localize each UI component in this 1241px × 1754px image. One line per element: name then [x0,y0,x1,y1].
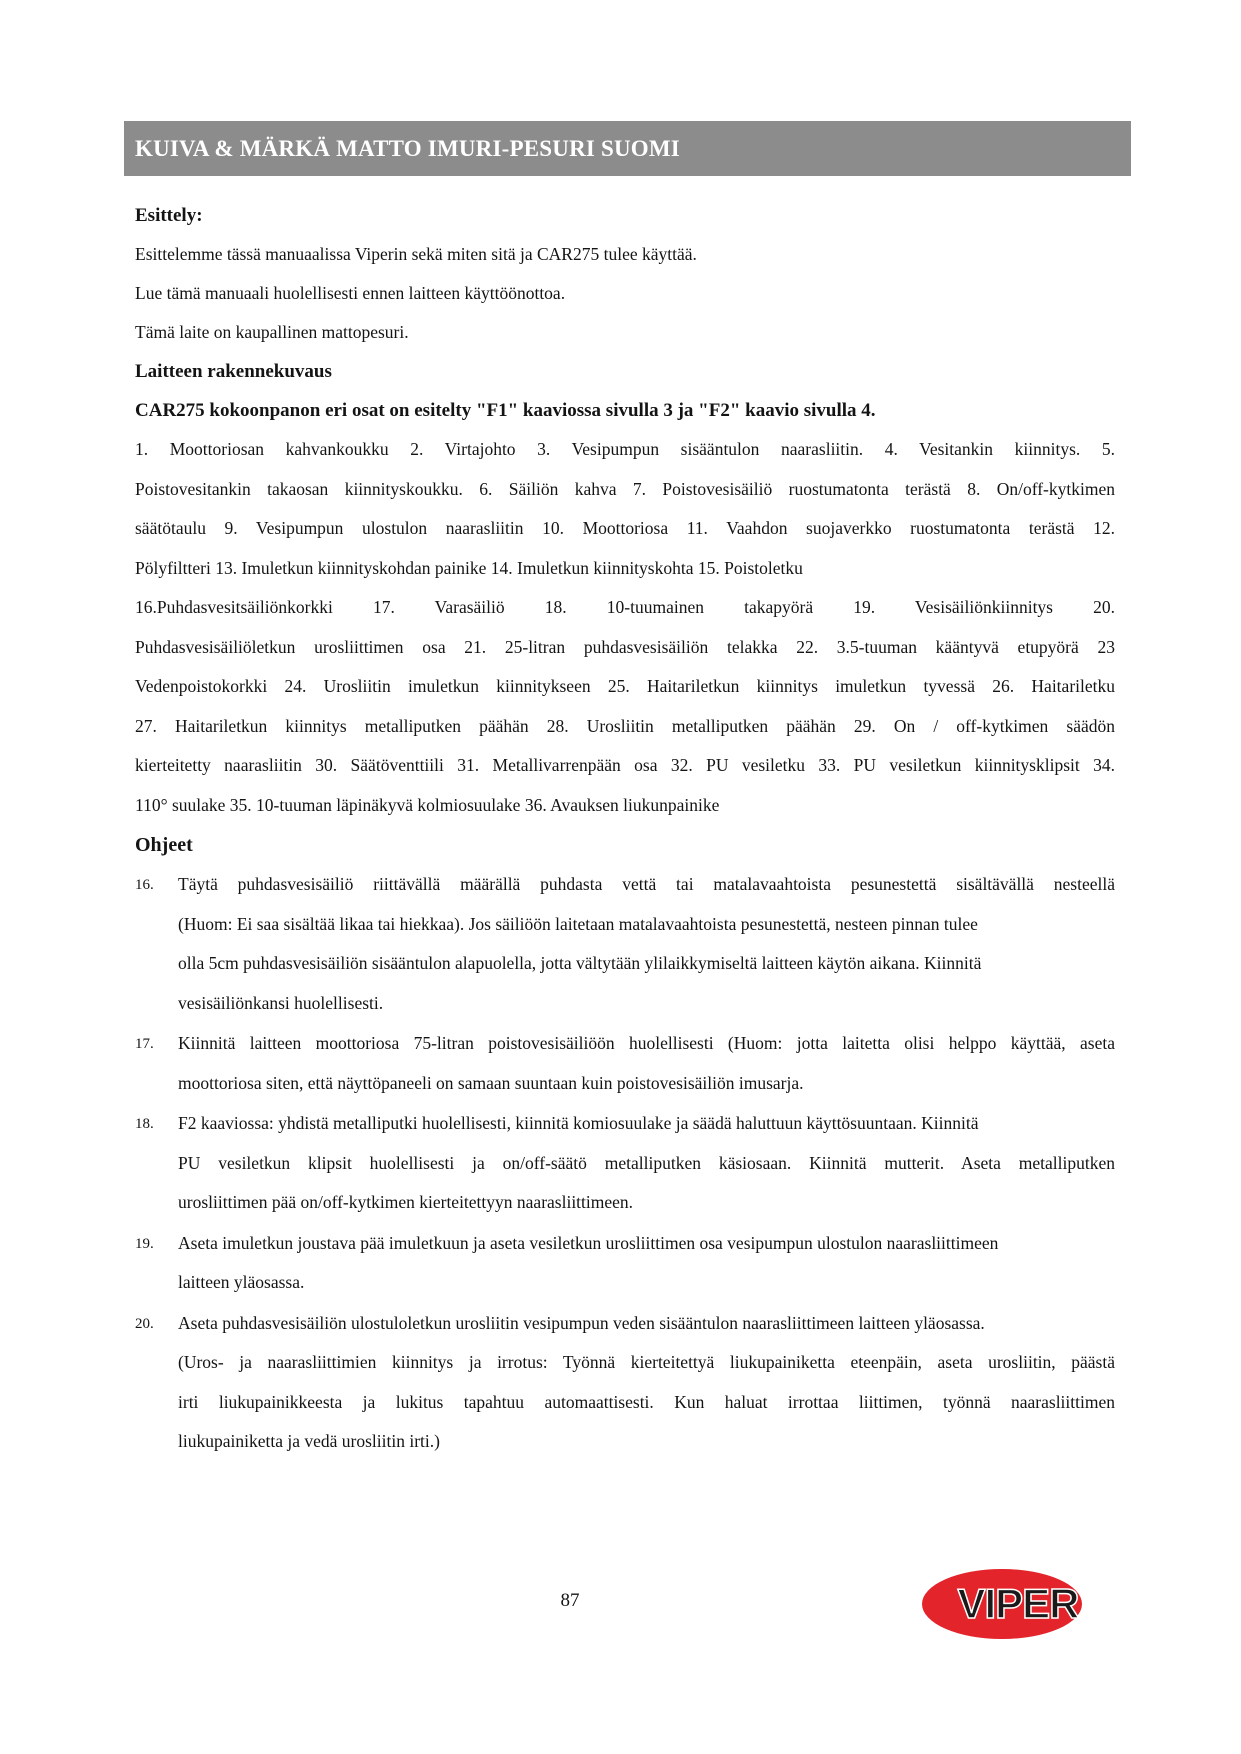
parts-line: 1. Moottoriosan kahvankoukku 2. Virtajohto 3. Vesipumpun sisääntulon naarasliitin. 4. Vesitankin kiinnitys. 5. [135,439,1115,459]
instruction-line: (Uros- ja naarasliittimien kiinnitys ja irrotus: Työnnä kierteitettyä liukupainiketta eteenpäin, aseta urosliitin, päästä [178,1352,1115,1372]
intro-line: Tämä laite on kaupallinen mattopesuri. [135,322,409,342]
instruction-line: F2 kaaviossa: yhdistä metalliputki huolellisesti, kiinnitä komiosuulake ja säädä haluttuun käyttösuuntaan. Kiinnitä [178,1113,979,1133]
instruction-line: Aseta puhdasvesisäiliön ulostuloletkun urosliitin vesipumpun veden sisääntulon naarasliittimeen laitteen yläosassa. [178,1312,985,1333]
parts-line: Vedenpoistokorkki 24. Urosliitin imuletkun kiinnitykseen 25. Haitariletkun kiinnitys imuletkun tyvessä 26. Haitariletku [135,676,1115,696]
instructions-list [135,865,1115,1462]
instruction-number: 20. [135,1315,154,1332]
viper-logo [920,1566,1110,1642]
instruction-item [135,865,1115,1023]
instruction-line: Aseta imuletkun joustava pää imuletkuun ja aseta vesiletkun urosliittimen osa vesipumpun ulostulon naarasliittimeen [178,1232,999,1253]
structure-heading: Laitteen rakennekuvaus [135,361,332,382]
instruction-number: 19. [135,1235,154,1252]
instruction-line: urosliittimen pää on/off-kytkimen kierteitettyyn naarasliittimeen. [178,1192,634,1212]
instruction-item [135,1024,1115,1103]
structure-subheading: CAR275 kokoonpanon eri osat on esitelty "F1" kaaviossa sivulla 3 ja "F2" kaavio sivulla 4. [135,400,876,421]
parts-line: 16.Puhdasvesitsäiliönkorkki 17. Varasäiliö 18. 10-tuumainen takapyörä 19. Vesisäiliönkiinnitys 20. [135,597,1115,617]
instruction-number: 18. [135,1116,154,1132]
intro-heading: Esittely: [135,205,203,226]
intro-line: Lue tämä manuaali huolellisesti ennen laitteen käyttöönottoa. [135,283,566,303]
instruction-number: 16. [135,877,154,893]
instruction-line: olla 5cm puhdasvesisäiliön sisääntulon alapuolella, jotta vältytään ylilaikkymiseltä laitteen käytön aikana. Kiinnitä [178,953,982,973]
instruction-line: vesisäiliönkansi huolellisesti. [178,992,384,1013]
instruction-line: irti liukupainikkeesta ja lukitus tapahtuu automaattisesti. Kun haluat irrottaa liittimen, työnnä naarasliittimen [178,1391,1115,1412]
parts-line: 27. Haitariletkun kiinnitys metalliputken päähän 28. Urosliitin metalliputken päähän 29. On / off-kytkimen säädön [135,715,1115,736]
section-title-bar [124,121,1131,176]
parts-line: Puhdasvesisäiliöletkun urosliittimen osa 21. 25-litran puhdasvesisäiliön telakka 22. 3.5-tuuman kääntyvä etupyörä 23 [135,636,1115,657]
instruction-item [135,1304,1115,1462]
parts-line: säätötaulu 9. Vesipumpun ulostulon naarasliitin 10. Moottoriosa 11. Vaahdon suojaverkko ruostumatonta terästä 12. [135,518,1115,538]
instructions-heading: Ohjeet [135,834,193,856]
document-body [135,196,1115,1463]
instruction-line: Kiinnitä laitteen moottoriosa 75-litran poistovesisäiliöön huolellisesti (Huom: jotta laitetta olisi helppo käyttää, aseta [178,1033,1115,1053]
instruction-item [135,1224,1115,1303]
instruction-number: 17. [135,1036,154,1052]
instruction-line: moottoriosa siten, että näyttöpaneeli on samaan suuntaan kuin poistovesisäiliön imusarja. [178,1072,804,1093]
logo-text: VIPER [957,1580,1079,1627]
intro-line: Esittelemme tässä manuaalissa Viperin sekä miten sitä ja CAR275 tulee käyttää. [135,244,697,264]
instruction-line: Täytä puhdasvesisäiliö riittävällä määrällä puhdasta vettä tai matalavaahtoista pesunestettä sisältävällä nesteellä [178,874,1115,894]
instruction-line: laitteen yläosassa. [178,1272,305,1292]
parts-line: kierteitetty naarasliitin 30. Säätöventtiili 31. Metallivarrenpään osa 32. PU vesiletku 33. PU vesiletkun kiinnitysklipsit 34. [135,755,1115,775]
parts-line: Poistovesitankin takaosan kiinnityskoukku. 6. Säiliön kahva 7. Poistovesisäiliö ruostumatonta terästä 8. On/off-kytkimen [135,478,1115,499]
parts-line: 110° suulake 35. 10-tuuman läpinäkyvä kolmiosuulake 36. Avauksen liukunpainike [135,794,720,815]
section-title: KUIVA & MÄRKÄ MATTO IMURI-PESURI SUOMI [135,136,680,161]
parts-list [135,430,1115,825]
instruction-line: liukupainiketta ja vedä urosliitin irti.) [178,1431,440,1451]
instruction-item [135,1104,1115,1223]
parts-line: Pölyfiltteri 13. Imuletkun kiinnityskohdan painike 14. Imuletkun kiinnityskohta 15. Poistoletku [135,557,803,578]
instruction-line: PU vesiletkun klipsit huolellisesti ja on/off-säätö metalliputken käsiosaan. Kiinnitä mutterit. Aseta metalliputken [178,1152,1115,1173]
page-number: 87 [560,1590,580,1611]
instruction-line: (Huom: Ei saa sisältää likaa tai hiekkaa). Jos säiliöön laitetaan matalavaahtoista pesunestettä, nesteen pinnan tulee [178,913,978,934]
